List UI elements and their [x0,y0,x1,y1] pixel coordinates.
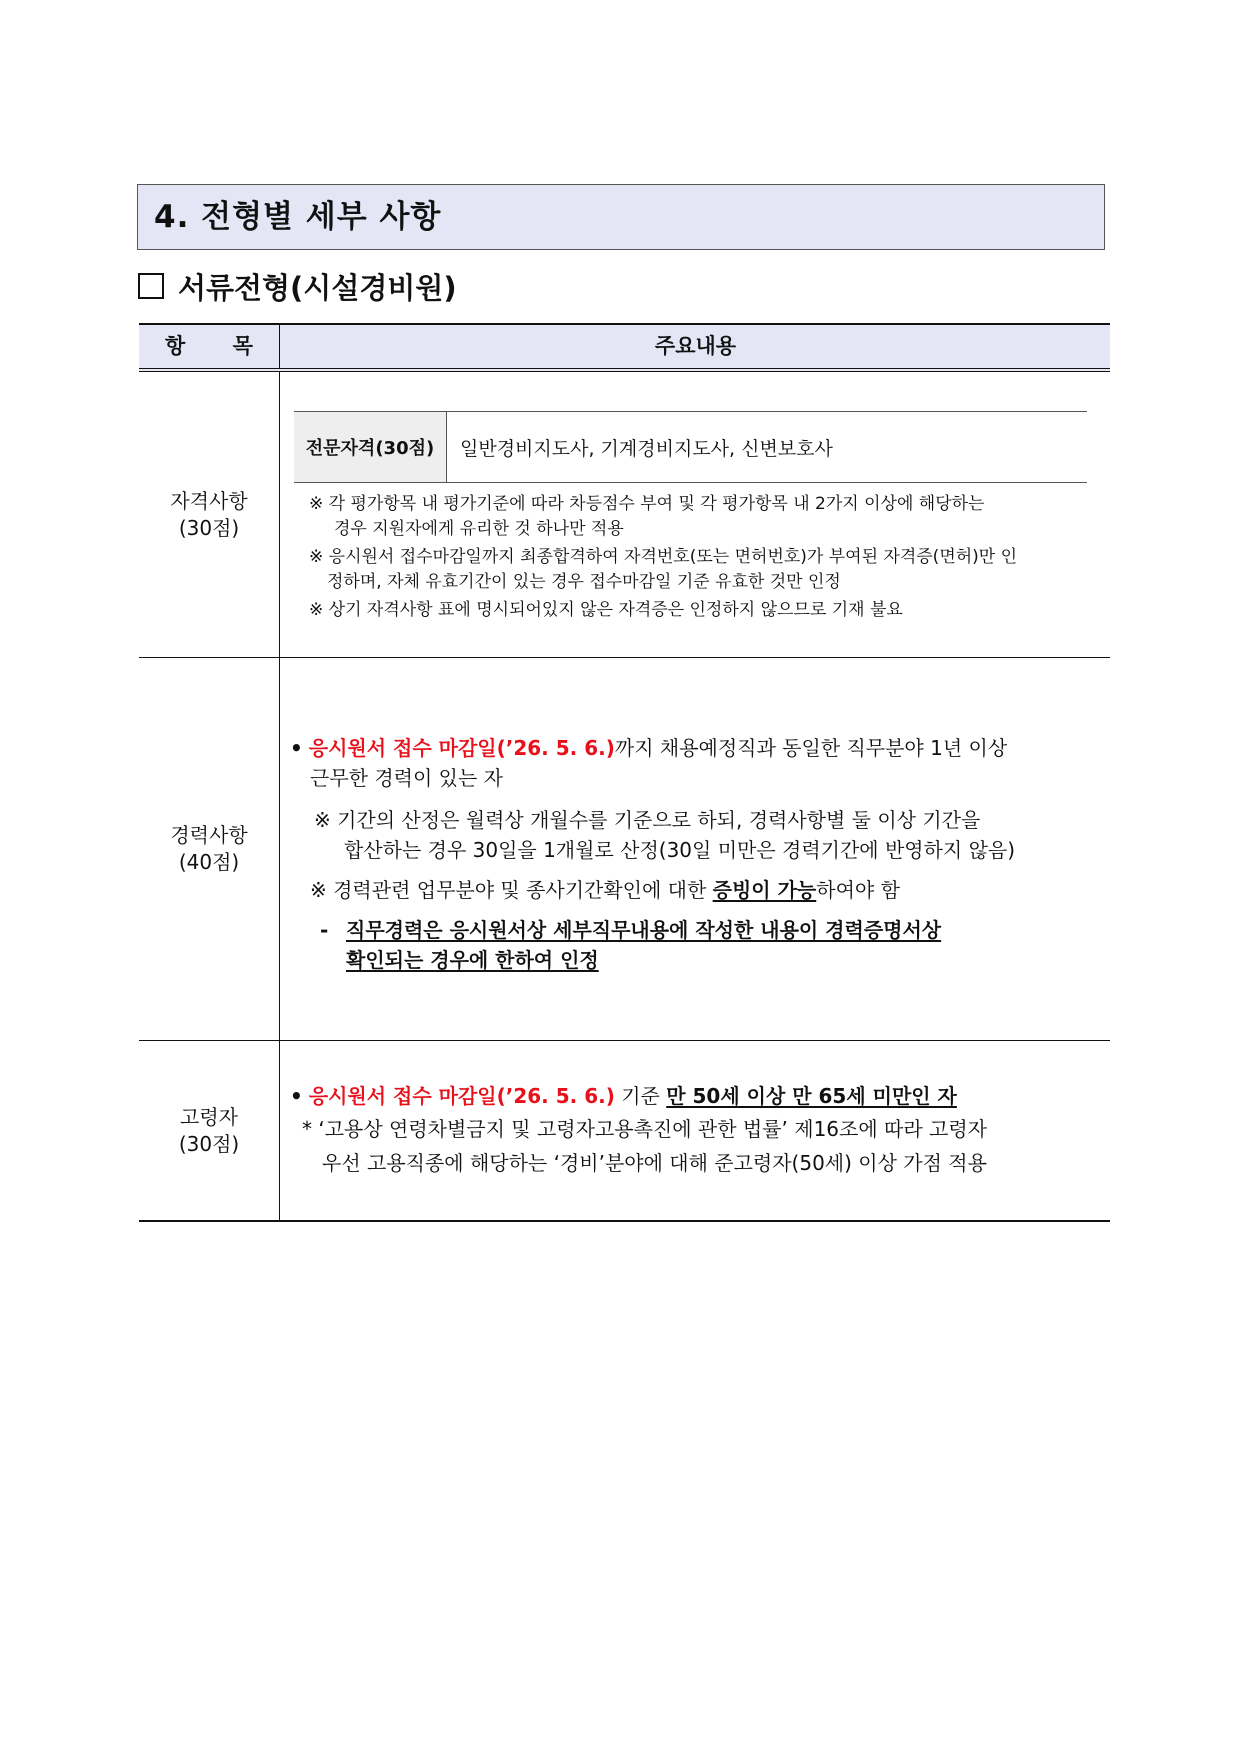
checkbox-square-icon [138,273,164,299]
header-content: 주요내용 [279,325,1111,368]
row-content [280,372,1110,657]
inner-qualification-table [294,411,1087,483]
label-text: 경력사항 [170,823,248,847]
label-text: 자격사항 [170,488,248,513]
row-label [139,1041,280,1220]
career-note-1: ※ 기간의 산정은 월력상 개월수를 기준으로 하되, 경력사항별 둘 이상 기간을 합산하는 경우 30일을 1개월로 산정(30일 미만은 경력기간에 반영하지 않음) [314,808,1016,862]
career-bullet: • 응시원서 접수 마감일(’26. 5. 6.)까지 채용예정직과 동일한 직무분야 1년 이상 근무한 경력이 있는 자 [290,736,1008,790]
career-note-2: ※ 경력관련 업무분야 및 종사기간확인에 대한 증빙이 가능하여야 함 [310,878,900,902]
note-1: ※ 각 평가항목 내 평가기준에 따라 차등점수 부여 및 각 평가항목 내 2가지 이상에 해당하는 경우 지원자에게 유리한 것 하나만 적용 [309,494,985,539]
note-2: ※ 응시원서 접수마감일까지 최종합격하여 자격번호(또는 면허번호)가 부여된 자격증(면허)만 인 정하며, 자체 유효기간이 있는 경우 접수마감일 기준 유효한 것만 인정 [309,547,1018,592]
table-row-elderly [139,1041,1110,1222]
label-points: (30점) [178,1131,240,1156]
row-content [280,658,1110,1040]
elderly-bullet: • 응시원서 접수 마감일(’26. 5. 6.) 기준 만 50세 이상 만 65세 미만인 자 [290,1084,957,1108]
elderly-note: * ‘고용상 연령차별금지 및 고령자고용촉진에 관한 법률’ 제16조에 따라 고령자 우선 고용직종에 해당하는 ‘경비’분야에 대해 준고령자(50세) 이상 가점 적용 [302,1117,987,1175]
label-text: 고령자 [180,1104,238,1129]
career-dash-note: - 직무경력은 응시원서상 세부직무내용에 작성한 내용이 경력증명서상 확인되는 경우에 한하여 인정 [320,918,942,972]
label-points: (40점) [178,850,240,874]
row-content [280,1041,1110,1220]
table-header [139,323,1110,372]
table-row-qualification [139,372,1110,658]
inner-key: 전문자격(30점) [294,412,447,482]
header-item: 항 목 [165,334,273,358]
label-points: (30점) [178,515,240,540]
row-label [139,658,280,1040]
selection-table [139,323,1110,1222]
inner-value: 일반경비지도사, 기계경비지도사, 신변보호사 [460,437,833,460]
note-3: ※ 상기 자격사항 표에 명시되어있지 않은 자격증은 인정하지 않으므로 기재 불요 [309,600,903,620]
table-row-career [139,658,1110,1041]
row-label [139,372,280,657]
subtitle [138,266,457,307]
section-title: 4. 전형별 세부 사항 [137,184,1105,250]
subtitle-text: 서류전형(시설경비원) [178,271,457,305]
